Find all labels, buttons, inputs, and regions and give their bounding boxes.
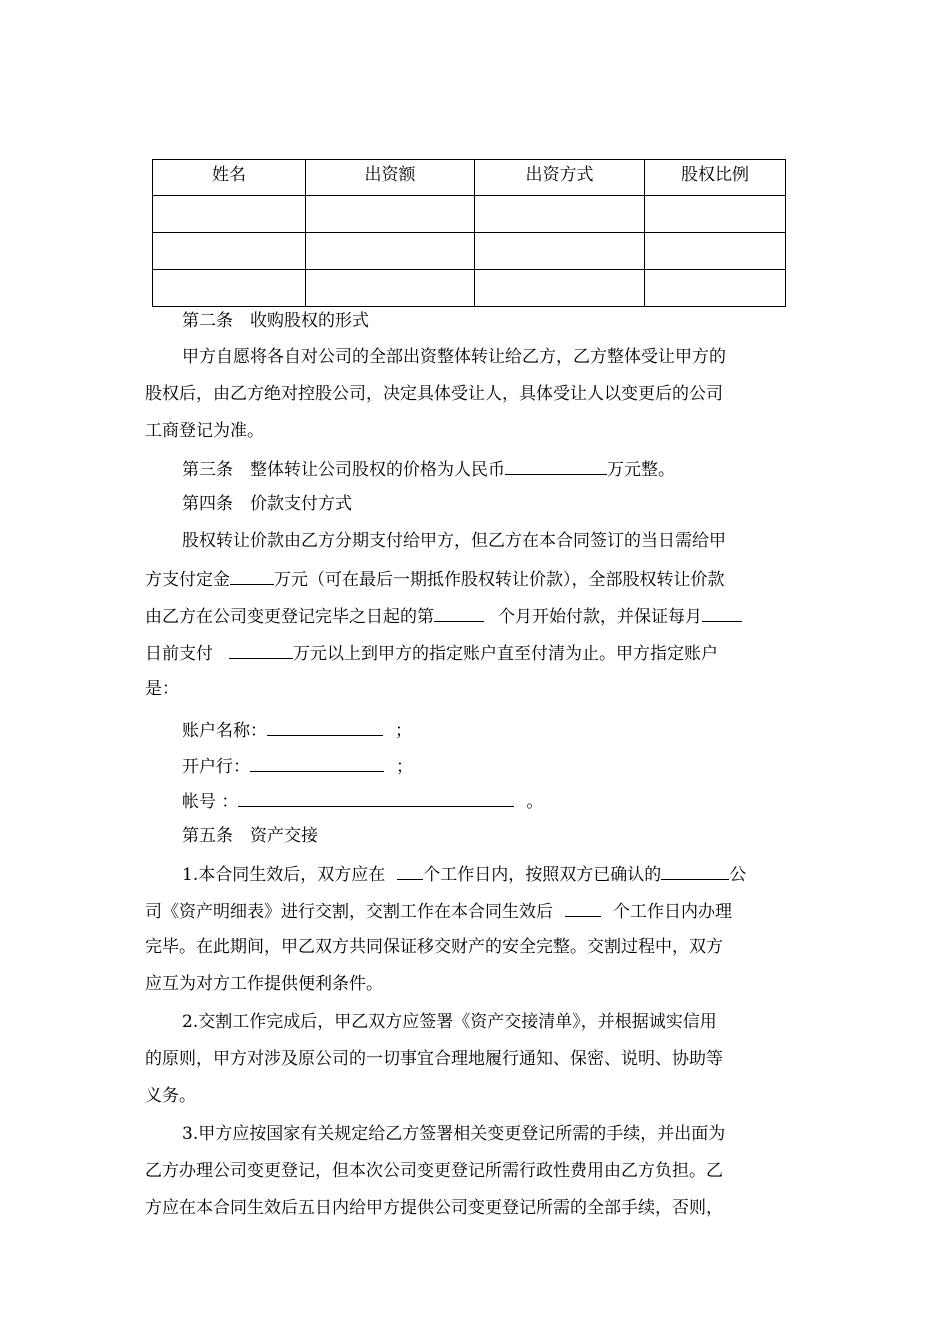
- article-3-suffix: 万元整。: [607, 460, 675, 480]
- company-blank: [661, 862, 729, 880]
- clause-1-text-4: 司《资产明细表》进行交割，交割工作在本合同生效后: [145, 902, 553, 922]
- clause-2-line-3: 义务。: [145, 1086, 196, 1106]
- header-capital-method: 出资方式: [475, 160, 645, 196]
- article-5-heading: 第五条 资产交接: [182, 826, 318, 846]
- account-name-blank: [267, 718, 383, 736]
- table-cell: [306, 196, 475, 233]
- header-capital-amount: 出资额: [306, 160, 475, 196]
- table-cell: [475, 233, 645, 270]
- clause-2-line-1: 2.交割工作完成后，甲乙双方应签署《资产交接清单》，并根据诚实信用: [182, 1012, 717, 1032]
- semicolon: ；: [396, 757, 413, 777]
- deposit-blank: [230, 567, 274, 585]
- handover-days-blank: [565, 899, 601, 917]
- start-month-text: 由乙方在公司变更登记完毕之日起的第: [145, 607, 434, 627]
- month-blank: [434, 604, 484, 622]
- bank-line: [182, 754, 413, 778]
- account-no-label: 帐号 ：: [182, 792, 239, 812]
- article-3-line: [182, 457, 675, 481]
- clause-1-line-4: 应互为对方工作提供便利条件。: [145, 974, 383, 994]
- table-row: [153, 233, 786, 270]
- clause-1-text-5: 个工作日内办理: [613, 902, 732, 922]
- semicolon: ；: [395, 721, 412, 741]
- clause-1-text: 1.本合同生效后，双方应在: [182, 865, 386, 885]
- header-equity-ratio: 股权比例: [645, 160, 786, 196]
- clause-1-line-3: 完毕。在此期间，甲乙双方共同保证移交财产的安全完整。交割过程中，双方: [145, 937, 723, 957]
- pay-before-text: 日前支付: [145, 644, 213, 664]
- table-header-row: [153, 160, 786, 196]
- article-4-line-2: [145, 567, 725, 591]
- article-4-line-4: [145, 641, 718, 665]
- article-2-line-2: 股权后，由乙方绝对控股公司，决定具体受让人，具体受让人以变更后的公司: [145, 384, 723, 404]
- shareholder-table: [152, 159, 786, 307]
- table-cell: [306, 233, 475, 270]
- account-name-line: [182, 718, 412, 742]
- workdays-blank: [397, 862, 423, 880]
- article-4-line-3: [145, 604, 742, 628]
- account-name-label: 账户名称：: [182, 721, 267, 741]
- table-row: [153, 270, 786, 307]
- clause-1-text-3: 公: [729, 865, 747, 885]
- clause-3-line-1: 3.甲方应按国家有关规定给乙方签署相关变更登记所需的手续，并出面为: [182, 1124, 726, 1144]
- table-cell: [306, 270, 475, 307]
- table-cell: [645, 196, 786, 233]
- period: 。: [526, 792, 544, 812]
- clause-3-line-2: 乙方办理公司变更登记，但本次公司变更登记所需行政性费用由乙方负担。乙: [145, 1161, 723, 1181]
- deposit-text: 方支付定金: [145, 570, 230, 590]
- table-cell: [645, 233, 786, 270]
- monthly-text: 个月开始付款，并保证每月: [498, 607, 702, 627]
- clause-1-line-2: [145, 899, 732, 923]
- amount-blank: [229, 641, 293, 659]
- day-blank: [702, 604, 742, 622]
- article-2-line-3: 工商登记为准。: [145, 421, 264, 441]
- bank-label: 开户行：: [182, 757, 250, 777]
- account-no-line: [182, 789, 543, 813]
- table-cell: [475, 270, 645, 307]
- article-4-line-1: 股权转让价款由乙方分期支付给甲方，但乙方在本合同签订的当日需给甲: [182, 531, 726, 551]
- clause-1-text-2: 个工作日内，按照双方已确认的: [423, 865, 662, 885]
- clause-1-line-1: [182, 862, 746, 886]
- account-no-blank: [238, 789, 514, 807]
- price-blank: [505, 457, 607, 475]
- article-2-line-1: 甲方自愿将各自对公司的全部出资整体转让给乙方，乙方整体受让甲方的: [182, 347, 726, 367]
- article-2-heading: 第二条 收购股权的形式: [182, 311, 369, 331]
- clause-3-line-3: 方应在本合同生效后五日内给甲方提供公司变更登记所需的全部手续，否则，: [145, 1198, 723, 1218]
- deposit-suffix: 万元（可在最后一期抵作股权转让价款），全部股权转让价款: [274, 570, 725, 590]
- pay-amount-suffix: 万元以上到甲方的指定账户直至付清为止。甲方指定账户: [293, 644, 718, 664]
- article-4-heading: 第四条 价款支付方式: [182, 494, 352, 514]
- clause-2-line-2: 的原则，甲方对涉及原公司的一切事宜合理地履行通知、保密、说明、协助等: [145, 1049, 723, 1069]
- table-cell: [153, 196, 306, 233]
- table-cell: [153, 233, 306, 270]
- table-row: [153, 196, 786, 233]
- article-4-line-5: 是：: [145, 679, 179, 699]
- table-cell: [153, 270, 306, 307]
- bank-blank: [250, 754, 384, 772]
- header-name: 姓名: [153, 160, 306, 196]
- table-cell: [475, 196, 645, 233]
- article-3-text: 第三条 整体转让公司股权的价格为人民币: [182, 460, 505, 480]
- table-cell: [645, 270, 786, 307]
